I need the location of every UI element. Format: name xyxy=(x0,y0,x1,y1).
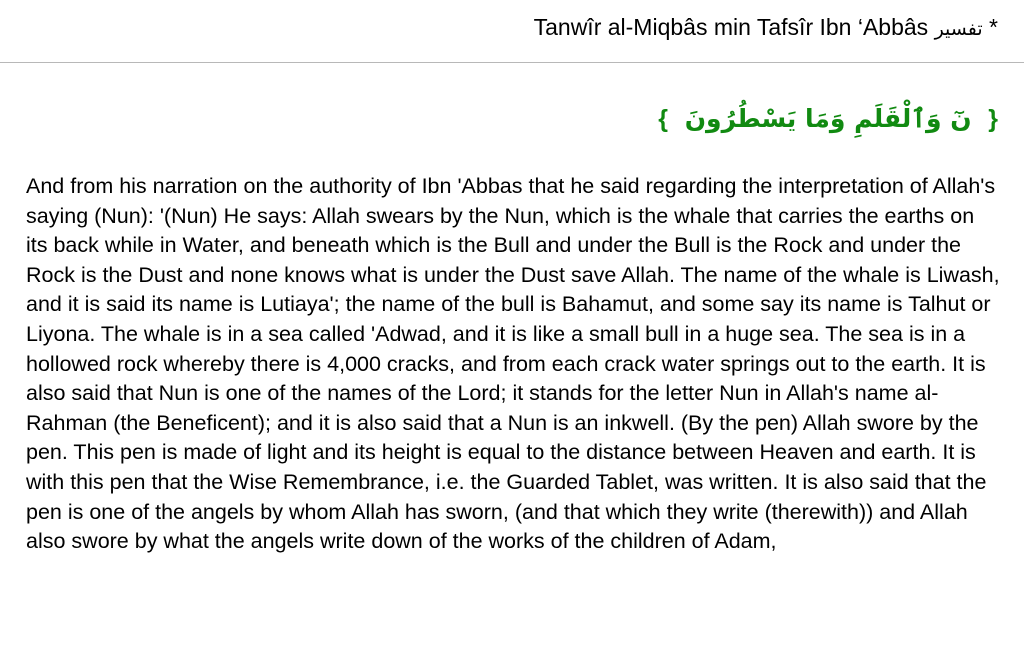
commentary-text: And from his narration on the authority of Ibn 'Abbas that he said regarding the interpretation of Allah's saying (Nun): '(Nun) He says: Allah swears by the Nun, which is the whale that carries the earths on its back while in Water, and beneath which is the Bull and under the Bull is the Rock and under the Rock is the Dust and none knows what is under the Dust save Allah. The name of the whale is Liwash, and it is said its name is Lutiaya'; the name of the bull is Bahamut, and some say its name is Talhut or Liyona. The whale is in a sea called 'Adwad, and it is like a small bull in a huge sea. The sea is in a hollowed rock whereby there is 4,000 cracks, and from each crack water springs out to the earth. It is also said that Nun is one of the names of the Lord; it stands for the letter Nun in Allah's name al-Rahman (the Beneficent); and it is also said that a Nun is an inkwell. (By the pen) Allah swore by the pen. This pen is made of light and its height is equal to the distance between Heaven and earth. It is with this pen that the Wise Remembrance, i.e. the Guarded Tablet, was written. It is also said that the pen is one of the angels by whom Allah has sworn, (and that which they write (therewith)) and Allah also swore by what the angels write down of the works of the children of Adam, xyxy=(26,174,1000,554)
verse-close-brace: } xyxy=(988,105,998,133)
title-arabic: تفسير xyxy=(934,18,983,40)
verse-arabic-text: نٓ وَٱلْقَلَمِ وَمَا يَسْطُرُونَ xyxy=(684,104,972,133)
header-divider xyxy=(0,62,1024,63)
verse-open-brace: { xyxy=(658,105,668,133)
quran-verse xyxy=(658,104,998,134)
title-asterisk: * xyxy=(989,14,998,40)
page-header xyxy=(0,0,1024,62)
page-title xyxy=(534,14,998,41)
title-latin: Tanwîr al-Miqbâs min Tafsîr Ibn ‘Abbâs xyxy=(533,14,929,40)
